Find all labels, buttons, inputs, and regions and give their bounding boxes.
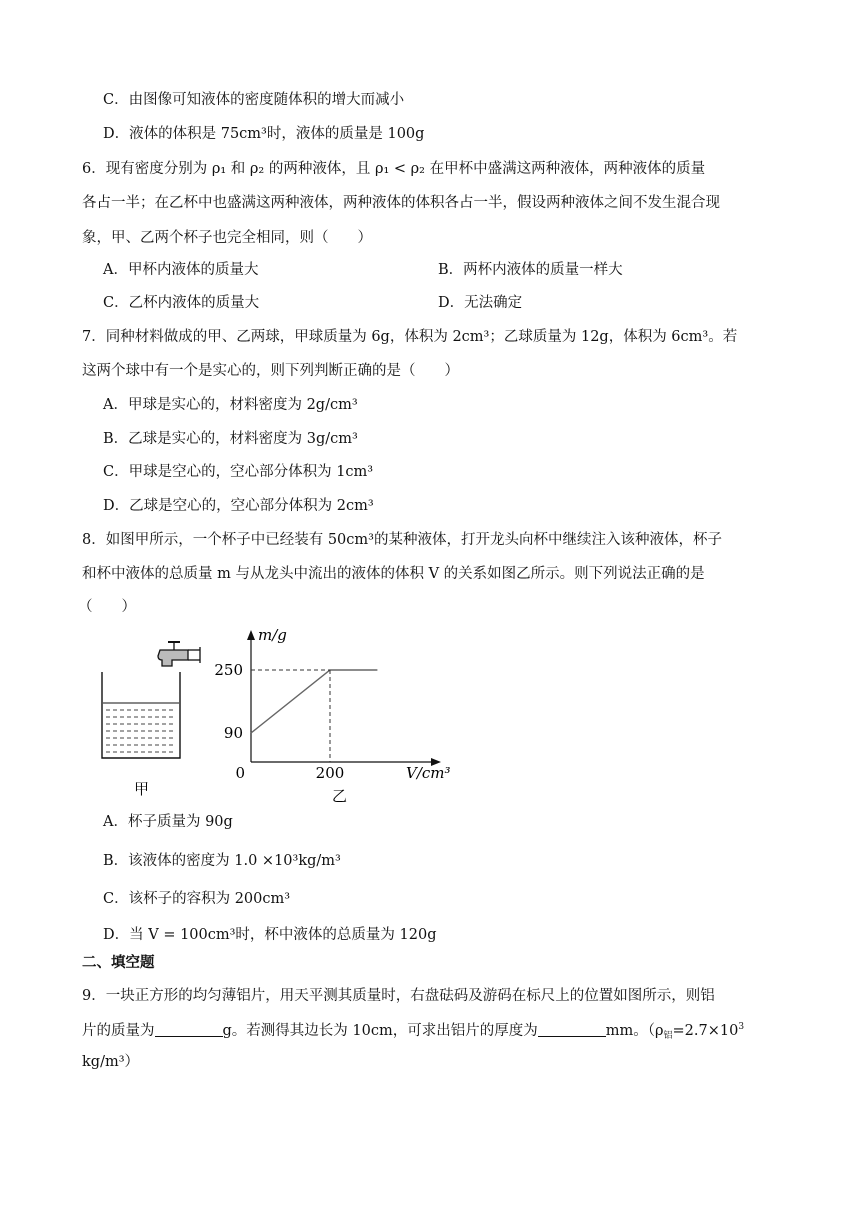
q9-text-d: =2.7×10 <box>672 1023 739 1039</box>
q9-stem-line2 <box>82 1021 744 1041</box>
q9-blank-2[interactable] <box>538 1022 606 1037</box>
q8-stem-line3: （ ） <box>78 599 136 615</box>
q6-option-d: D．无法确定 <box>438 295 523 311</box>
y-tick-label: 90 <box>223 724 243 742</box>
y-axis-label: m/g <box>258 626 287 644</box>
q7-option-d: D．乙球是空心的，空心部分体积为 2cm³ <box>103 498 374 514</box>
q8-figure <box>92 618 452 808</box>
mass-volume-line <box>251 670 377 733</box>
q8-option-b: B．该液体的密度为 1.0 ×10³kg/m³ <box>103 853 341 869</box>
q8-option-d: D．当 V = 100cm³时，杯中液体的总质量为 120g <box>103 927 437 943</box>
q7-option-c: C．甲球是空心的，空心部分体积为 1cm³ <box>103 464 374 480</box>
mass-volume-graph <box>214 626 450 782</box>
q8-stem-line2: 和杯中液体的总质量 m 与从龙头中流出的液体的体积 V 的关系如图乙所示。则下列说法正确的是 <box>82 566 705 582</box>
origin-label: 0 <box>235 764 245 782</box>
x-axis-label: V/cm³ <box>406 764 451 782</box>
section-title-fill-in: 二、填空题 <box>82 955 155 971</box>
left-caption: 甲 <box>134 780 150 798</box>
cup-illustration <box>102 672 180 758</box>
q8-option-a: A．杯子质量为 90g <box>103 814 233 830</box>
q9-subscript: 铝 <box>663 1031 673 1041</box>
q9-text-a: 片的质量为 <box>82 1023 155 1039</box>
q5-option-c: C．由图像可知液体的密度随体积的增大而减小 <box>103 92 405 108</box>
q7-option-b: B．乙球是实心的，材料密度为 3g/cm³ <box>103 431 358 447</box>
faucet-icon <box>158 642 200 666</box>
q9-stem-line3: kg/m³） <box>82 1054 140 1070</box>
x-tick-label: 200 <box>315 764 345 782</box>
q8-option-c: C．该杯子的容积为 200cm³ <box>103 891 291 907</box>
q7-option-a: A．甲球是实心的，材料密度为 2g/cm³ <box>103 397 358 413</box>
q9-text-c: mm。（ρ <box>605 1023 664 1039</box>
q6-stem-line1: 6．现有密度分别为 ρ₁ 和 ρ₂ 的两种液体，且 ρ₁ < ρ₂ 在甲杯中盛满这两种液体，两种液体的质量 <box>82 161 706 177</box>
q7-stem-line2: 这两个球中有一个是实心的，则下列判断正确的是（ ） <box>82 363 459 379</box>
y-axis-arrow <box>247 630 255 640</box>
q6-option-a: A．甲杯内液体的质量大 <box>103 262 259 278</box>
q9-text-b: g。若测得其边长为 10cm，可求出铝片的厚度为 <box>222 1023 538 1039</box>
q9-stem-line1: 9．一块正方形的均匀薄铝片，用天平测其质量时，右盘砝码及游码在标尺上的位置如图所示，则铝 <box>82 988 715 1004</box>
q9-superscript: 3 <box>738 1022 745 1032</box>
right-caption: 乙 <box>332 787 348 805</box>
q5-option-d: D．液体的体积是 75cm³时，液体的质量是 100g <box>103 126 425 142</box>
q9-blank-1[interactable] <box>155 1022 223 1037</box>
q6-option-c: C．乙杯内液体的质量大 <box>103 295 260 311</box>
q6-stem-line2: 各占一半；在乙杯中也盛满这两种液体，两种液体的体积各占一半，假设两种液体之间不发生混合现 <box>82 195 720 211</box>
q6-option-b: B．两杯内液体的质量一样大 <box>438 262 623 278</box>
y-tick-label: 250 <box>214 661 243 679</box>
q6-stem-line3: 象，甲、乙两个杯子也完全相同，则（ ） <box>82 230 372 246</box>
q7-stem-line1: 7．同种材料做成的甲、乙两球，甲球质量为 6g，体积为 2cm³；乙球质量为 12g，体积为 6cm³。若 <box>82 329 738 345</box>
q8-stem-line1: 8．如图甲所示，一个杯子中已经装有 50cm³的某种液体，打开龙头向杯中继续注入该种液体，杯子 <box>82 532 722 548</box>
